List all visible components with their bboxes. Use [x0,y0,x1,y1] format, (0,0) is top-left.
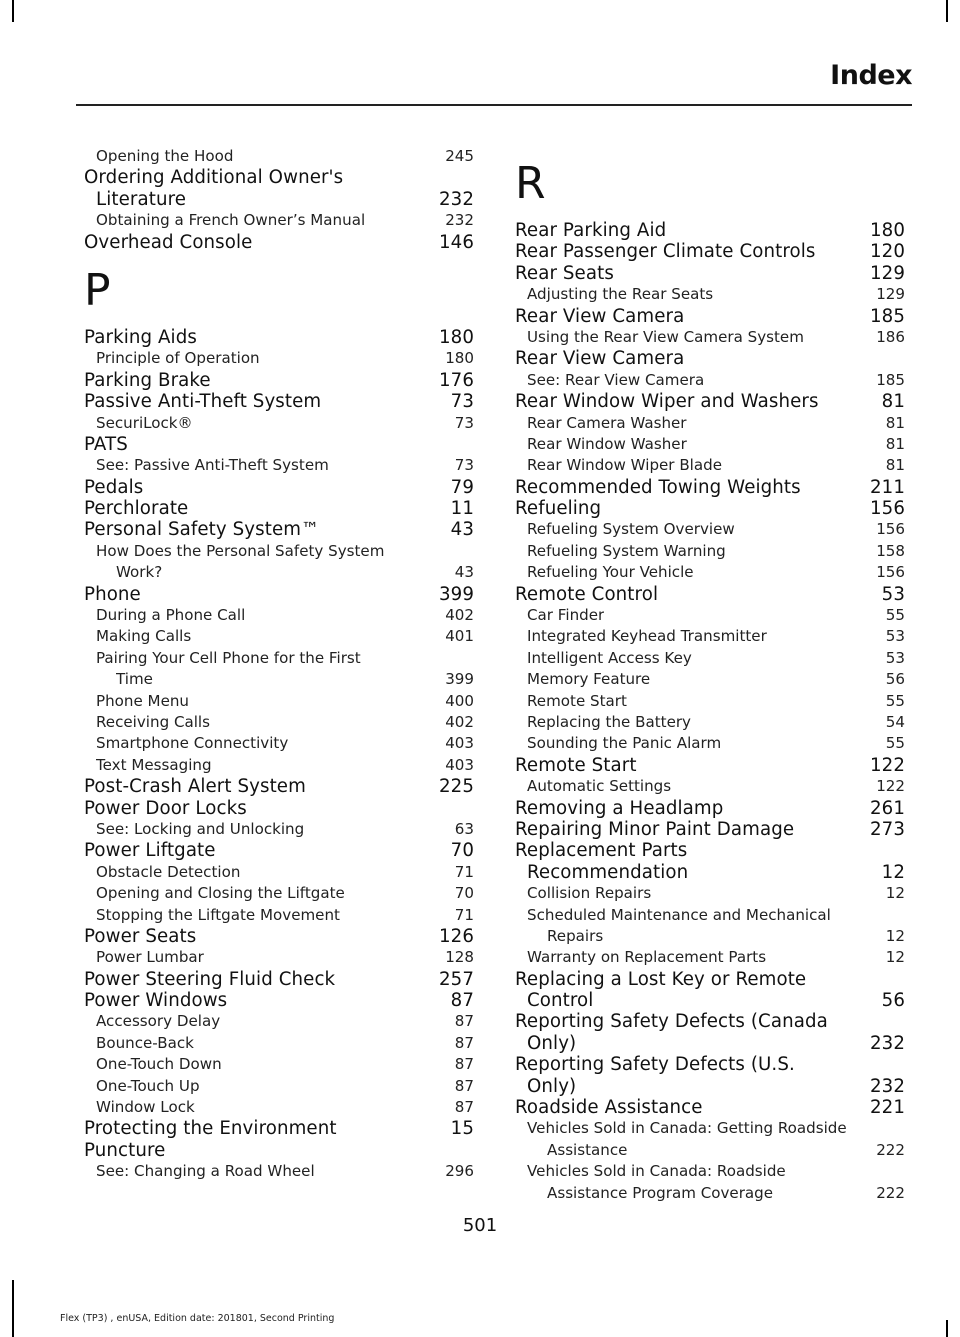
index-subentry [515,541,905,562]
entry-text: Rear Window Wiper Blade [527,456,722,475]
index-entry [515,220,905,241]
entry-page: 185 [876,370,905,389]
entry-page: 12 [885,884,905,903]
entry-text: Obtaining a French Owner’s Manual [96,211,366,230]
entry-text: During a Phone Call [96,606,246,625]
entry-text: Pedals [84,476,144,498]
entry-text: Rear Parking Aid [515,220,667,241]
entry-page: 156 [869,498,905,520]
entry-text: Rear Camera Washer [527,413,687,432]
entry-page: 81 [885,413,905,432]
entry-text: Intelligent Access Key [527,648,692,667]
entry-text: Refueling Your Vehicle [527,563,694,582]
footer-edition-info: Flex (TP3) , enUSA, Edition date: 201801, Second Printing [60,1313,335,1324]
index-entry [84,840,474,861]
index-subentry [515,648,905,669]
index-entry [515,498,905,519]
entry-text: Refueling [515,498,602,520]
crop-mark-top-right-v [946,0,948,22]
index-entry [84,1118,474,1139]
entry-page: 81 [885,456,905,475]
entry-text: Recommendation [527,861,689,883]
entry-text: Opening and Closing the Liftgate [96,884,345,903]
index-entry [515,798,905,819]
index-entry [84,498,474,519]
entry-page: 296 [445,1162,474,1181]
index-subentry [84,712,474,733]
index-subentry [515,327,905,348]
entry-page: 211 [869,476,905,498]
entry-text: Power Lumbar [96,948,204,967]
index-entry-line: Reporting Safety Defects (U.S. [515,1054,795,1076]
entry-text: Power Liftgate [84,840,216,862]
index-entry-line: Replacing a Lost Key or Remote [515,968,807,990]
entry-text: Rear Seats [515,262,614,284]
index-subentry [515,413,905,434]
entry-text: Remote Control [515,583,659,605]
index-entry-line: Pairing Your Cell Phone for the First [96,648,361,667]
index-entry [84,327,474,348]
entry-text: Replacing the Battery [527,712,691,731]
entry-text: Rear Window Washer [527,434,687,453]
index-entry [515,819,905,840]
entry-page: 225 [438,776,474,798]
entry-page: 87 [450,990,474,1012]
entry-text: Receiving Calls [96,712,210,731]
entry-page: 180 [445,349,474,368]
entry-text: See: Changing a Road Wheel [96,1162,315,1181]
entry-page: 12 [881,861,905,883]
index-subentry [84,146,474,167]
entry-text: Opening the Hood [96,147,234,165]
section-letter: P [84,264,111,316]
entry-page: 87 [454,1098,474,1117]
index-entry-line: Vehicles Sold in Canada: Roadside [527,1162,786,1181]
entry-page: 156 [876,563,905,582]
entry-text: Assistance [547,1140,628,1159]
index-heading: Rear View Camera [515,348,685,370]
entry-page: 402 [445,606,474,625]
index-subentry [84,947,474,968]
entry-text: See: Locking and Unlocking [96,819,305,838]
entry-page: 43 [454,563,474,582]
entry-page: 129 [869,262,905,284]
index-entry [515,391,905,412]
page-number: 501 [462,1215,498,1236]
entry-page: 232 [438,188,474,210]
entry-page: 53 [885,648,905,667]
index-entry-line: Vehicles Sold in Canada: Getting Roadside [527,1119,847,1138]
entry-page: 399 [445,670,474,689]
index-entry [515,1076,905,1097]
entry-page: 261 [869,797,905,819]
entry-page: 146 [438,231,474,253]
entry-text: Remote Start [515,754,637,776]
entry-text: Collision Repairs [527,884,652,903]
index-subentry [515,519,905,540]
index-subentry [515,691,905,712]
entry-page: 403 [445,755,474,774]
index-subentry [84,1076,474,1097]
entry-page: 120 [869,241,905,263]
index-subentry [84,905,474,926]
entry-page: 56 [885,670,905,689]
index-entry [515,263,905,284]
entry-page: 54 [885,712,905,731]
entry-page: 245 [445,147,474,165]
entry-text: Phone [84,583,141,605]
entry-text: Power Steering Fluid Check [84,968,336,990]
entry-page: 158 [876,541,905,560]
index-subentry [84,1097,474,1118]
entry-text: Protecting the Environment [84,1118,337,1140]
index-entry [515,1033,905,1054]
entry-page: 87 [454,1033,474,1052]
index-subentry [515,626,905,647]
page-title: Index [830,60,912,91]
index-entry [84,370,474,391]
entry-text: One-Touch Down [96,1055,222,1074]
entry-page: 81 [881,391,905,413]
index-entry [84,189,474,210]
entry-text: Refueling System Overview [527,520,735,539]
index-subentry [515,712,905,733]
index-subentry [84,1011,474,1032]
entry-text: Time [116,670,153,689]
index-subentry [84,862,474,883]
entry-text: Rear Passenger Climate Controls [515,241,816,263]
index-subentry [84,455,474,476]
index-entry [515,1183,905,1204]
entry-page: 221 [869,1097,905,1119]
entry-page: 15 [450,1118,474,1140]
entry-page: 73 [454,456,474,475]
entry-text: Control [527,990,594,1012]
index-subentry [515,669,905,690]
entry-page: 43 [450,519,474,541]
entry-text: Repairs [547,926,604,945]
index-subentry [84,883,474,904]
entry-page: 129 [876,285,905,304]
entry-page: 122 [869,754,905,776]
index-entry [84,969,474,990]
entry-page: 180 [869,220,905,241]
entry-page: 222 [876,1140,905,1159]
index-subentry [515,883,905,904]
index-heading: PATS [84,433,128,455]
entry-page: 53 [885,627,905,646]
index-entry [515,755,905,776]
entry-text: Power Windows [84,990,228,1012]
index-subentry [515,370,905,391]
entry-page: 273 [869,818,905,840]
entry-page: 176 [438,369,474,391]
entry-text: Smartphone Connectivity [96,734,289,753]
index-subentry [84,605,474,626]
index-subentry [84,755,474,776]
entry-text: Stopping the Liftgate Movement [96,905,340,924]
index-heading: Power Door Locks [84,797,247,819]
index-subentry [84,691,474,712]
index-entry [84,519,474,540]
entry-text: Personal Safety System™ [84,519,320,541]
index-column-left [84,146,474,1183]
index-entry [84,669,474,690]
entry-page: 55 [885,691,905,710]
entry-text: Parking Aids [84,326,197,348]
entry-text: Recommended Towing Weights [515,476,801,498]
entry-text: Passive Anti-Theft System [84,391,322,413]
index-subentry [84,1161,474,1182]
entry-page: 180 [438,326,474,348]
entry-text: Accessory Delay [96,1012,221,1031]
entry-page: 79 [450,476,474,498]
entry-text: Sounding the Panic Alarm [527,734,722,753]
entry-page: 70 [450,840,474,862]
index-subentry [515,605,905,626]
entry-page: 399 [438,583,474,605]
entry-text: See: Rear View Camera [527,370,705,389]
entry-page: 81 [885,434,905,453]
entry-page: 12 [885,948,905,967]
entry-text: One-Touch Up [96,1076,200,1095]
entry-page: 71 [454,905,474,924]
entry-text: Using the Rear View Camera System [527,327,804,346]
index-subentry [84,1054,474,1075]
entry-text: Automatic Settings [527,777,672,796]
entry-text: Phone Menu [96,691,189,710]
entry-text: Only) [527,1032,577,1054]
crop-mark-bottom-left-v [12,1280,14,1337]
index-entry [515,477,905,498]
index-entry [515,926,905,947]
entry-page: 185 [869,305,905,327]
index-subentry [515,434,905,455]
entry-page: 257 [438,968,474,990]
entry-text: Repairing Minor Paint Damage [515,818,795,840]
index-heading: Puncture [84,1139,166,1161]
entry-page: 53 [881,583,905,605]
index-entry-line: How Does the Personal Safety System [96,541,385,560]
index-entry [84,584,474,605]
index-entry [515,306,905,327]
index-entry-line: Replacement Parts [515,840,688,862]
entry-text: Power Seats [84,925,197,947]
index-subentry [515,284,905,305]
index-subentry [515,562,905,583]
index-entry [515,1097,905,1118]
index-subentry [84,733,474,754]
entry-text: Refueling System Warning [527,541,726,560]
index-entry [515,990,905,1011]
entry-page: 11 [450,498,474,520]
entry-text: Literature [96,188,187,210]
index-subentry [515,733,905,754]
entry-text: Overhead Console [84,231,253,253]
index-subentry [84,1033,474,1054]
entry-page: 186 [876,327,905,346]
entry-text: Memory Feature [527,670,651,689]
entry-page: 70 [454,884,474,903]
entry-text: Rear Window Wiper and Washers [515,391,819,413]
entry-text: Parking Brake [84,369,211,391]
entry-page: 126 [438,925,474,947]
entry-page: 71 [454,862,474,881]
entry-text: SecuriLock® [96,413,193,432]
header-rule [76,104,912,106]
entry-text: Post-Crash Alert System [84,776,306,798]
index-entry [515,862,905,883]
entry-page: 402 [445,712,474,731]
crop-mark-bottom-right-v [946,1320,948,1337]
index-entry [84,391,474,412]
entry-page: 55 [885,606,905,625]
entry-text: Rear View Camera [515,305,685,327]
entry-page: 55 [885,734,905,753]
entry-text: Remote Start [527,691,627,710]
index-subentry [84,348,474,369]
entry-page: 63 [454,819,474,838]
entry-page: 222 [876,1183,905,1202]
entry-page: 232 [445,211,474,230]
entry-text: Obstacle Detection [96,862,241,881]
entry-page: 401 [445,627,474,646]
entry-text: Car Finder [527,606,605,625]
entry-text: Window Lock [96,1098,195,1117]
entry-text: Perchlorate [84,498,189,520]
index-entry [84,232,474,253]
entry-page: 56 [881,990,905,1012]
entry-page: 156 [876,520,905,539]
entry-page: 232 [869,1032,905,1054]
index-subentry [84,210,474,231]
index-subentry [84,819,474,840]
entry-page: 128 [445,948,474,967]
index-subentry [515,947,905,968]
entry-page: 87 [454,1012,474,1031]
index-entry-line: Reporting Safety Defects (Canada [515,1011,828,1033]
index-subentry [515,776,905,797]
entry-text: Making Calls [96,627,192,646]
index-entry [84,477,474,498]
index-entry [84,990,474,1011]
entry-text: Only) [527,1075,577,1097]
entry-text: Text Messaging [96,755,212,774]
entry-text: Principle of Operation [96,349,260,368]
index-entry [515,241,905,262]
index-entry-line: Scheduled Maintenance and Mechanical [527,905,831,924]
entry-page: 87 [454,1055,474,1074]
section-letter: R [515,158,546,209]
entry-text: Integrated Keyhead Transmitter [527,627,767,646]
index-entry [515,584,905,605]
entry-text: Bounce-Back [96,1033,194,1052]
entry-text: Adjusting the Rear Seats [527,285,714,304]
entry-text: See: Passive Anti-Theft System [96,456,329,475]
entry-text: Assistance Program Coverage [547,1183,774,1202]
entry-page: 12 [885,926,905,945]
entry-text: Warranty on Replacement Parts [527,948,767,967]
crop-mark-top-left-v [12,0,14,22]
entry-page: 122 [876,777,905,796]
entry-page: 73 [450,391,474,413]
entry-page: 403 [445,734,474,753]
entry-text: Work? [116,563,163,582]
index-entry-line: Ordering Additional Owner's [84,167,344,189]
index-subentry [84,413,474,434]
index-entry [84,562,474,583]
index-subentry [84,626,474,647]
entry-page: 232 [869,1075,905,1097]
entry-page: 400 [445,691,474,710]
index-entry [84,776,474,797]
entry-text: Roadside Assistance [515,1097,703,1119]
entry-page: 87 [454,1076,474,1095]
entry-text: Removing a Headlamp [515,797,724,819]
entry-page: 73 [454,413,474,432]
index-entry [84,926,474,947]
index-entry [515,1140,905,1161]
index-column-right [515,146,905,1204]
index-subentry [515,455,905,476]
